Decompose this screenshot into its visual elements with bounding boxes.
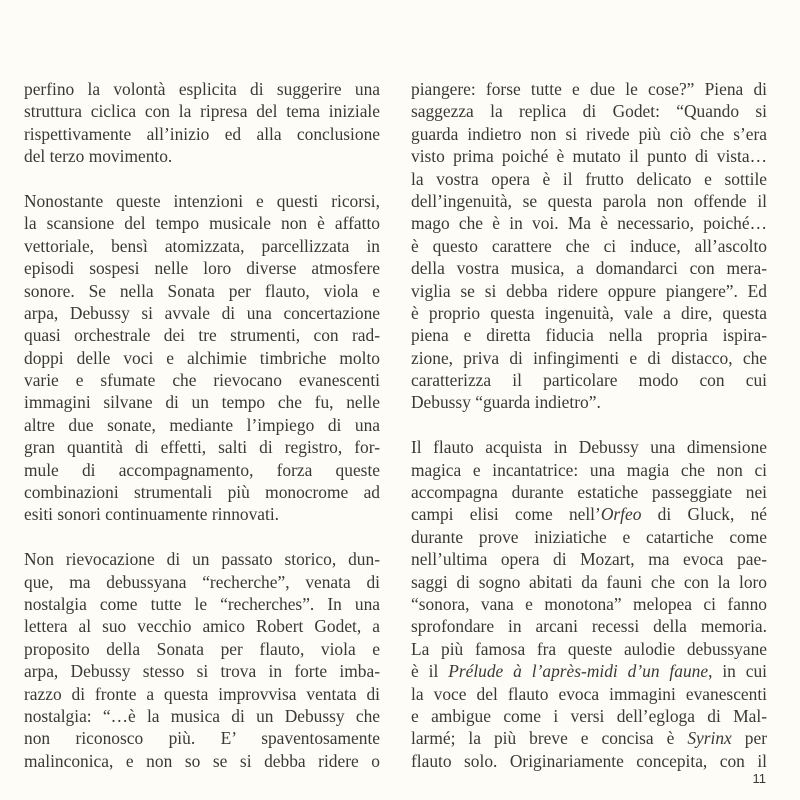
text-line: La più famosa fra queste aulodie debussyane: [411, 638, 767, 659]
text-line: saggi di sogno abitati da fauni che con la loro: [411, 571, 767, 592]
text-line: della vostra musica, a domandarci con mera-: [411, 258, 767, 279]
text-line: immagini silvane di un tempo che fu, nelle: [24, 392, 380, 413]
text-run: , in cui: [708, 661, 767, 682]
text-line: la scansione del tempo musicale non è affatto: [24, 213, 380, 234]
work-title-syrinx: Syrinx: [687, 728, 732, 749]
text-line: e ambigue come i versi dell’egloga di Mal-: [411, 705, 767, 726]
text-line: nostalgia come tutte le “recherches”. In una: [24, 593, 380, 614]
text-line: varie e sfumate che rievocano evanescenti: [24, 370, 380, 391]
text-line: sprofondare in arcani recessi della memoria.: [411, 616, 767, 637]
text-line: guarda indietro non si rivede più ciò che s’era: [411, 123, 767, 144]
text-line: esiti sonori continuamente rinnovati.: [24, 504, 280, 525]
text-line: dell’ingenuità, se questa parola non offende il: [411, 190, 767, 211]
text-run: è il: [411, 661, 449, 682]
text-line: Nonostante queste intenzioni e questi ricorsi,: [24, 190, 380, 211]
text-line: Non rievocazione di un passato storico, dun-: [24, 549, 380, 570]
paragraph-3: [24, 548, 380, 772]
text-line: sonore. Se nella Sonata per flauto, viola e: [24, 280, 380, 301]
text-run: di Gluck, né: [641, 504, 767, 525]
text-line: viglia se si debba ridere oppure piangere”. Ed: [411, 280, 767, 301]
paragraph-5: [411, 436, 767, 772]
text-line: magica e incantatrice: una magia che non ci: [411, 459, 767, 480]
text-line: lettera al suo vecchio amico Robert Godet, a: [24, 616, 380, 637]
text-line: que, ma debussyana “recherche”, venata di: [24, 571, 380, 592]
text-line: è questo carattere che ci induce, all’ascolto: [411, 235, 767, 256]
text-line: [411, 727, 767, 749]
text-line: vettoriale, bensì atomizzata, parcellizzata in: [24, 235, 380, 256]
text-line: “sonora, vana e monotona” melopea ci fanno: [411, 593, 767, 614]
text-line: visto prima poiché è mutato il punto di vista…: [411, 146, 767, 167]
text-line: nostalgia: “…è la musica di un Debussy che: [24, 705, 380, 726]
work-title-prelude: Prélude à l’après-midi d’un faune: [448, 661, 709, 682]
text-line: è proprio questa ingenuità, vale a dire, questa: [411, 302, 767, 323]
paragraph-4: [411, 78, 767, 414]
text-line: saggezza la replica di Godet: “Quando si: [411, 101, 767, 122]
text-line: accompagna durante estatiche passeggiate nei: [411, 482, 767, 503]
text-line: non riconosco più. E’ spaventosamente: [24, 728, 380, 749]
text-line: [411, 660, 767, 682]
text-line: arpa, Debussy stesso si trova in forte imba-: [24, 661, 380, 682]
right-column: [411, 78, 767, 772]
text-line: doppi delle voci e alchimie timbriche molto: [24, 347, 380, 368]
text-line: Il flauto acquista in Debussy una dimensione: [411, 437, 767, 458]
text-line: quasi orchestrale dei tre strumenti, con rad-: [24, 325, 380, 346]
text-line: mago che è in voi. Ma è necessario, poiché…: [411, 213, 767, 234]
text-line: del terzo movimento.: [24, 146, 173, 167]
paragraph-2: [24, 190, 380, 526]
text-line: arpa, Debussy si avvale di una concertazione: [24, 302, 380, 323]
text-line: altre due sonate, mediante l’impiego di una: [24, 414, 380, 435]
paragraph-1: [24, 78, 380, 168]
text-line: episodi sospesi nelle loro diverse atmosfere: [24, 258, 380, 279]
text-line: proposito della Sonata per flauto, viola e: [24, 638, 380, 659]
text-line: rispettivamente all’inizio ed alla conclusione: [24, 123, 380, 144]
text-line: gran quantità di effetti, salti di registro, for-: [24, 437, 380, 458]
text-line: malinconica, e non so se si debba ridere o: [24, 750, 380, 771]
text-line: perfino la volontà esplicita di suggerire una: [24, 79, 380, 99]
text-line: piena e diretta fiducia nella propria ispira-: [411, 325, 767, 346]
text-line: durante prove iniziatiche e catartiche come: [411, 526, 767, 547]
text-line: combinazioni strumentali più monocrome ad: [24, 482, 380, 503]
text-run: larmé; la più breve e concisa è: [411, 728, 688, 749]
text-run: campi elisi come nell’: [411, 504, 601, 525]
text-line: zione, priva di infingimenti e di distacco, che: [411, 347, 767, 368]
left-column: [24, 78, 380, 772]
text-line: la voce del flauto evoca immagini evanescenti: [411, 683, 767, 704]
text-line: mule di accompagnamento, forza queste: [24, 459, 380, 480]
text-run: per: [731, 728, 767, 749]
work-title-orfeo: Orfeo: [600, 504, 642, 525]
text-line: razzo di fronte a questa improvvisa ventata di: [24, 683, 380, 704]
text-line: flauto solo. Originariamente concepita, con il: [411, 750, 767, 771]
text-line: nell’ultima opera di Mozart, ma evoca pae-: [411, 549, 767, 570]
text-line: piangere: forse tutte e due le cose?” Piena di: [411, 79, 767, 99]
text-line: struttura ciclica con la ripresa del tema iniziale: [24, 101, 380, 122]
text-line: la vostra opera è il frutto delicato e sottile: [411, 168, 767, 189]
text-line: caratterizza il particolare modo con cui: [411, 370, 767, 391]
text-line: Debussy “guarda indietro”.: [411, 392, 601, 413]
page-number: 11: [752, 771, 766, 786]
text-line: [411, 503, 767, 525]
